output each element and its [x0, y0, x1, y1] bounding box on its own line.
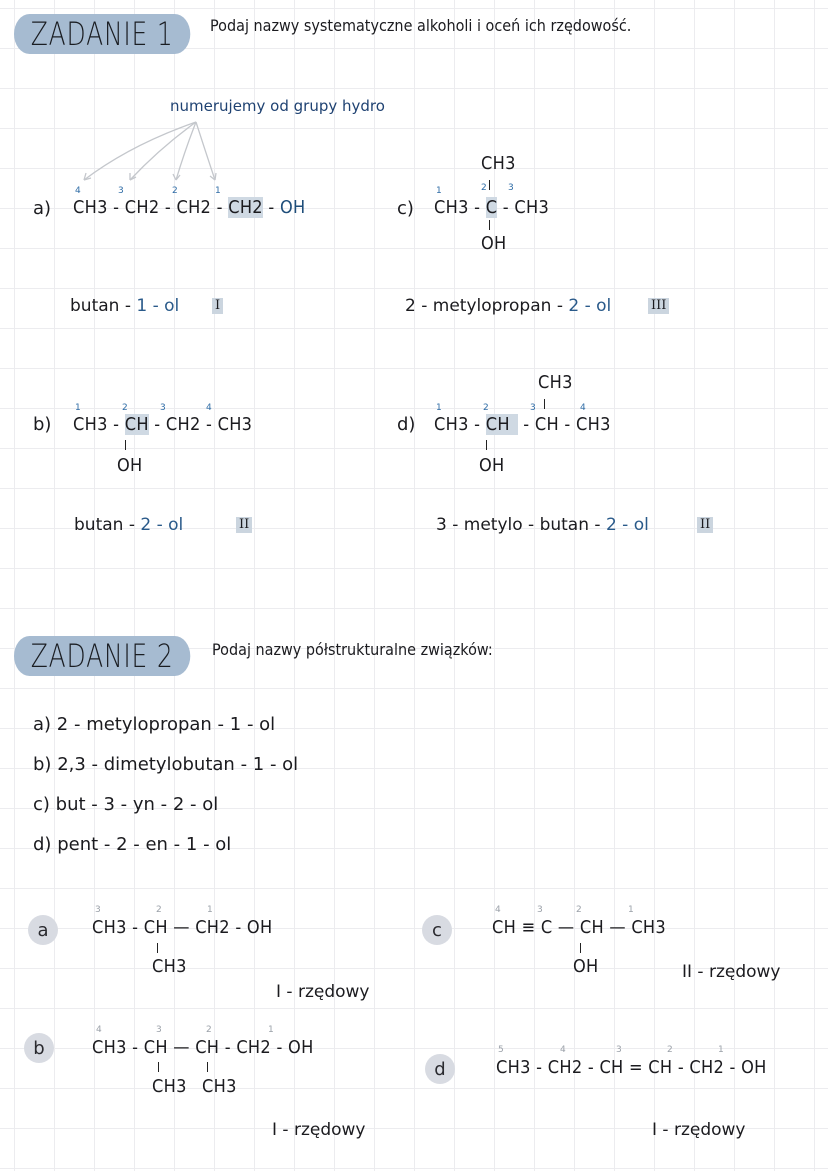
- carbon-2-highlighted: C: [485, 197, 498, 218]
- locant: 4: [560, 1045, 566, 1055]
- bond-vertical: [489, 220, 490, 230]
- order-badge-a: I: [212, 298, 223, 314]
- locant: 4: [75, 186, 81, 196]
- locant: 3: [160, 403, 166, 413]
- locant: 4: [495, 905, 501, 915]
- locant: 1: [436, 403, 442, 413]
- branch-b1: CH3: [152, 1076, 187, 1097]
- list-text: 2 - metylopropan - 1 - ol: [56, 714, 276, 735]
- badge-letter: a: [37, 919, 49, 941]
- list-item-a: [33, 714, 275, 735]
- task2-badge: [14, 636, 190, 676]
- order-badge-d: II: [697, 517, 713, 533]
- formula-c: [434, 197, 549, 218]
- badge-letter: c: [432, 919, 442, 941]
- answer-badge-b: [24, 1033, 54, 1063]
- locant: 3: [156, 1025, 162, 1035]
- bond-vertical: [489, 180, 490, 190]
- bond-vertical: [580, 943, 581, 953]
- carbon-1: CH3: [434, 197, 469, 218]
- list-label: b): [33, 754, 52, 775]
- list-label: d): [33, 834, 52, 855]
- item-b-label: b): [33, 414, 52, 435]
- list-label: a): [33, 714, 52, 735]
- name-locant: 2 - ol: [140, 515, 184, 535]
- answer-formula-b: CH3 - CH — CH - CH2 - OH: [92, 1037, 314, 1058]
- locant: 2: [122, 403, 128, 413]
- bond-vertical: [157, 943, 158, 953]
- locant: 1: [75, 403, 81, 413]
- bond: -: [148, 414, 166, 435]
- order-d: I - rzędowy: [652, 1120, 746, 1140]
- locant: 4: [96, 1025, 102, 1035]
- carbon-3: CH3: [514, 197, 550, 218]
- bond: -: [468, 197, 486, 218]
- carbon-1-highlighted: CH2: [228, 197, 263, 218]
- bond: -: [517, 414, 535, 435]
- name-locant: 1 - ol: [136, 296, 180, 316]
- task1-badge-text: ZADANIE 1: [30, 15, 174, 53]
- order-a: I - rzędowy: [276, 982, 370, 1002]
- formula-d: [434, 414, 611, 435]
- bond-vertical: [125, 440, 126, 450]
- branch-a: CH3: [152, 956, 187, 977]
- list-item-c: [33, 794, 218, 815]
- answer-badge-a: [28, 915, 58, 945]
- item-a-label: a): [33, 198, 52, 219]
- name-prefix: 3 - metylo - butan -: [436, 515, 606, 535]
- order-badge-c: III: [648, 298, 669, 314]
- formula-a: [73, 197, 305, 218]
- formula-d-top: CH3: [538, 372, 573, 393]
- order-c: II - rzędowy: [682, 962, 781, 982]
- bond: -: [262, 197, 280, 218]
- locant: 4: [580, 403, 586, 413]
- list-item-b: [33, 754, 298, 775]
- bond: -: [159, 197, 177, 218]
- carbon-4: CH3: [575, 414, 611, 435]
- hydroxyl-group: OH: [279, 197, 306, 218]
- name-locant: 2 - ol: [605, 515, 649, 535]
- locant: 3: [616, 1045, 622, 1055]
- numbering-note: numerujemy od grupy hydro: [170, 97, 385, 115]
- locant: 1: [718, 1045, 724, 1055]
- carbon-3: CH2: [165, 414, 201, 435]
- task2-instruction: Podaj nazwy półstrukturalne związków:: [212, 640, 493, 659]
- hydroxyl-d: OH: [479, 455, 505, 476]
- locant: 3: [530, 403, 536, 413]
- task2-badge-text: ZADANIE 2: [30, 637, 174, 675]
- carbon-2: CH2: [176, 197, 212, 218]
- order-badge-b: II: [236, 517, 252, 533]
- bond: -: [497, 197, 515, 218]
- name-d: [436, 515, 649, 535]
- locant: 2: [481, 183, 487, 193]
- bond-vertical: [486, 440, 487, 450]
- badge-letter: d: [434, 1058, 446, 1080]
- locant: 2: [156, 905, 162, 915]
- name-prefix: 2 - metylopropan -: [405, 296, 569, 316]
- hydroxyl-c: OH: [481, 233, 507, 254]
- name-prefix: butan -: [70, 296, 137, 316]
- bond: -: [558, 414, 576, 435]
- bond: -: [107, 197, 125, 218]
- name-b: [74, 515, 183, 535]
- item-d-label: d): [397, 414, 416, 435]
- answer-formula-d: CH3 - CH2 - CH = CH - CH2 - OH: [496, 1057, 767, 1078]
- carbon-2-highlighted: CH: [486, 414, 518, 435]
- bond-vertical: [544, 399, 545, 409]
- carbon-2-highlighted: CH: [124, 414, 149, 435]
- locant: 2: [667, 1045, 673, 1055]
- name-locant: 2 - ol: [568, 296, 612, 316]
- bond: -: [107, 414, 125, 435]
- locant: 4: [206, 403, 212, 413]
- list-label: c): [33, 794, 50, 815]
- hydroxyl-b: OH: [117, 455, 143, 476]
- locant: 2: [172, 186, 178, 196]
- branch-c: OH: [573, 956, 599, 977]
- answer-badge-d: [425, 1054, 455, 1084]
- list-text: but - 3 - yn - 2 - ol: [55, 794, 219, 815]
- locant: 1: [215, 186, 221, 196]
- locant: 2: [483, 403, 489, 413]
- bond-vertical: [207, 1062, 208, 1072]
- bond: -: [211, 197, 229, 218]
- locant: 1: [268, 1025, 274, 1035]
- bond: -: [468, 414, 486, 435]
- answer-badge-c: [422, 915, 452, 945]
- item-c-label: c): [397, 198, 414, 219]
- order-b: I - rzędowy: [272, 1120, 366, 1140]
- list-text: pent - 2 - en - 1 - ol: [57, 834, 232, 855]
- numbering-arrows: [0, 0, 828, 300]
- task1-instruction: Podaj nazwy systematyczne alkoholi i oceń ich rzędowość.: [210, 16, 632, 35]
- bond: -: [200, 414, 218, 435]
- carbon-1: CH3: [73, 414, 108, 435]
- badge-letter: b: [33, 1037, 45, 1059]
- locant: 1: [436, 186, 442, 196]
- branch-b2: CH3: [202, 1076, 237, 1097]
- locant: 2: [206, 1025, 212, 1035]
- list-text: 2,3 - dimetylobutan - 1 - ol: [57, 754, 299, 775]
- carbon-3: CH2: [124, 197, 160, 218]
- locant: 5: [498, 1045, 504, 1055]
- answer-formula-c: CH ≡ C — CH — CH3: [492, 917, 667, 938]
- bond-vertical: [158, 1062, 159, 1072]
- carbon-1: CH3: [434, 414, 469, 435]
- name-prefix: butan -: [74, 515, 141, 535]
- answer-formula-a: CH3 - CH — CH2 - OH: [92, 917, 273, 938]
- name-a: [70, 296, 179, 316]
- carbon-4: CH3: [217, 414, 253, 435]
- locant: 3: [95, 905, 101, 915]
- locant: 3: [537, 905, 543, 915]
- formula-c-top: CH3: [481, 153, 516, 174]
- formula-b: [73, 414, 252, 435]
- locant: 3: [118, 186, 124, 196]
- name-c: [405, 296, 611, 316]
- locant: 2: [576, 905, 582, 915]
- locant: 3: [508, 183, 514, 193]
- list-item-d: [33, 834, 231, 855]
- locant: 1: [207, 905, 213, 915]
- locant: 1: [628, 905, 634, 915]
- carbon-3: CH: [534, 414, 559, 435]
- carbon-4: CH3: [73, 197, 108, 218]
